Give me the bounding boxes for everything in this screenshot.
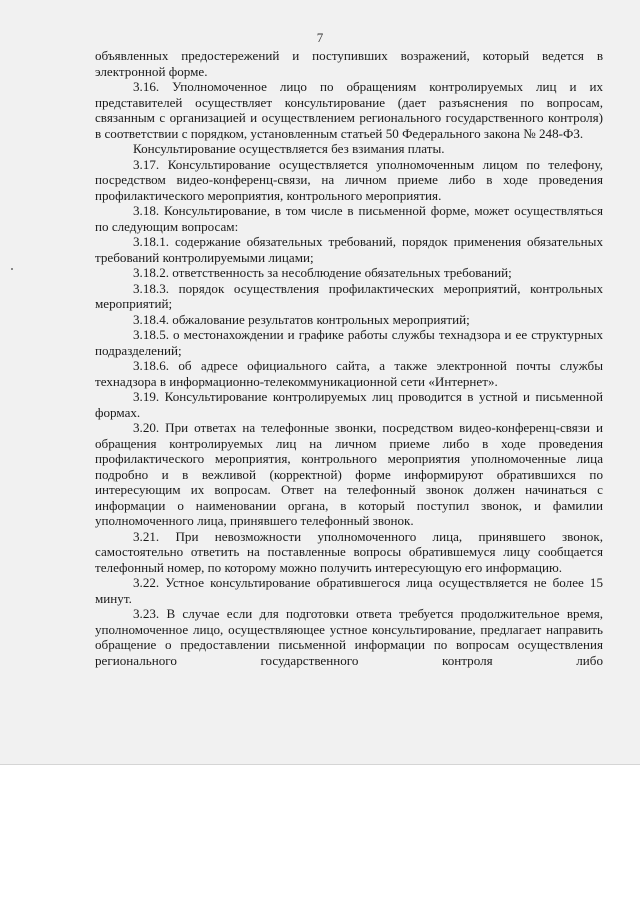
page-bottom-edge <box>0 764 640 765</box>
paragraph-3-18: 3.18. Консультирование, в том числе в письменной форме, может осуществляться по следующим вопросам: <box>95 203 603 234</box>
page-number: 7 <box>316 30 324 45</box>
paragraph-3-18-3: 3.18.3. порядок осуществления профилактических мероприятий, контрольных мероприятий; <box>95 280 603 311</box>
paragraph-3-18-1: 3.18.1. содержание обязательных требований, порядок применения обязательных требований контролируемыми лицами; <box>95 234 603 265</box>
paragraph-3-22: 3.22. Устное консультирование обратившегося лица осуществляется не более 15 минут. <box>95 575 603 606</box>
paragraph-3-16: 3.16. Уполномоченное лицо по обращениям контролируемых лиц и их представителей осуществляет консультирование (дает разъяснения по вопросам, связанным с организацией и осуществлением регионального государственного контроля) в соответствии с порядком, установленным статьей 50 Федерального закона № 248-ФЗ. <box>95 79 603 141</box>
paragraph-3-18-2: 3.18.2. ответственность за несоблюдение обязательных требований; <box>133 265 512 280</box>
paragraph-3-17: 3.17. Консультирование осуществляется уполномоченным лицом по телефону, посредством видео-конференц-связи, на личном приеме либо в ходе проведения профилактического мероприятия, контрольного мероприятия. <box>95 156 603 203</box>
document-body <box>95 48 603 668</box>
paragraph-3-20: 3.20. При ответах на телефонные звонки, посредством видео-конференц-связи и обращения контролируемых лиц на личном приеме либо в ходе проведения профилактического мероприятия, контрольного мероприятия уполномоченные лица подробно и в вежливой (корректной) форме информируют обратившихся по интересующим их вопросам. Ответ на телефонный звонок должен начинаться с информации о наименовании органа, в который поступил звонок, и фамилии уполномоченного лица, принявшего телефонный звонок. <box>95 420 603 528</box>
paragraph-3-18-6: 3.18.6. об адресе официального сайта, а также электронной почты службы технадзора в информационно-телекоммуникационной сети «Интернет». <box>95 358 603 389</box>
paragraph-free-of-charge: Консультирование осуществляется без взимания платы. <box>133 141 445 156</box>
paragraph-continuation: объявленных предостережений и поступивших возражений, который ведется в электронной форме. <box>95 48 603 79</box>
paragraph-3-18-5: 3.18.5. о местонахождении и графике работы службы технадзора и ее структурных подразделений; <box>95 327 603 358</box>
paragraph-3-19: 3.19. Консультирование контролируемых лиц проводится в устной и письменной формах. <box>95 389 603 420</box>
paragraph-3-21: 3.21. При невозможности уполномоченного лица, принявшего звонок, самостоятельно ответить на поставленные вопросы обратившемуся лицу сообщается телефонный номер, по которому можно получить интересующую его информацию. <box>95 528 603 575</box>
paragraph-3-18-4: 3.18.4. обжалование результатов контрольных мероприятий; <box>133 311 470 327</box>
scan-speck <box>11 268 13 270</box>
paragraph-3-23: 3.23. В случае если для подготовки ответа требуется продолжительное время, уполномоченное лицо, осуществляющее устное консультирование, предлагает направить обращение о предоставлении письменной информации по вопросам осуществления регионального государственного контроля либо <box>95 606 603 668</box>
